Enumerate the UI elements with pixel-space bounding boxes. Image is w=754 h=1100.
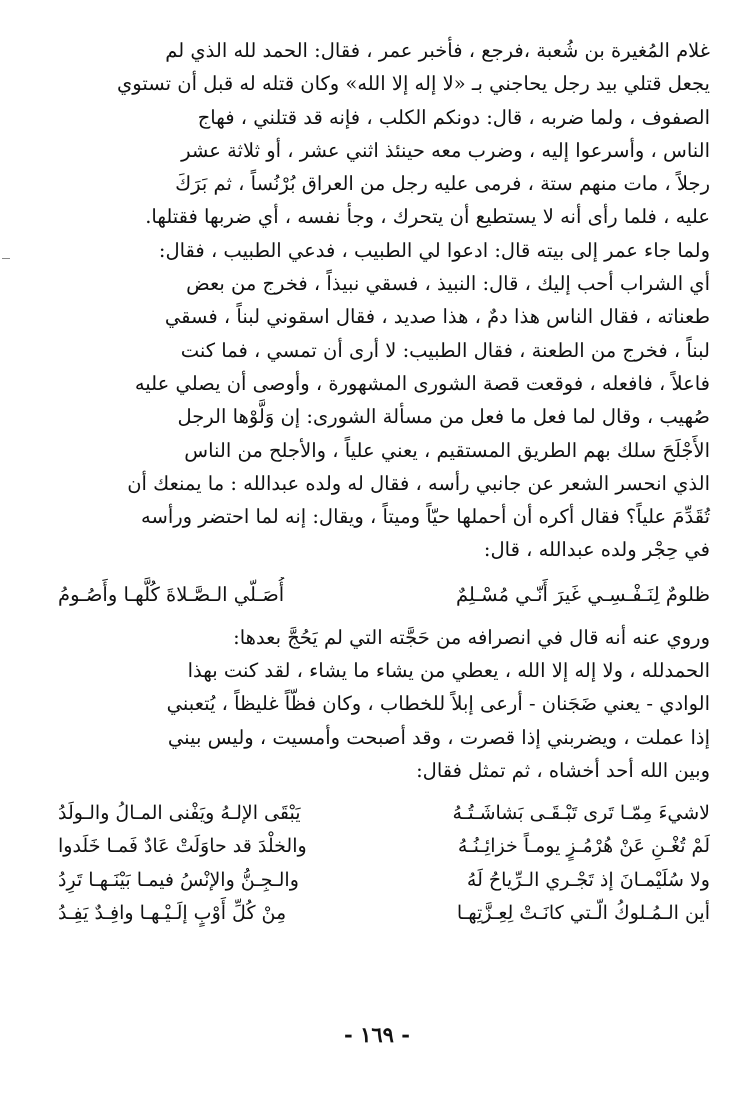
margin-mark — [2, 258, 10, 259]
text-line: تُقَدِّمَ علياً؟ فقال أكره أن أحملها حيّاً وميتاً ، ويقال: إنه لما احتضر ورأسه — [141, 505, 710, 529]
text-line: إذا عملت ، ويضربني إذا قصرت ، وقد أصبحت وأمسيت ، وليس بيني — [167, 725, 710, 749]
verse-second-hemistich: والـجِـنُّ والإنْسُ فيمـا بَيْنَـهـا تَرِدُ — [58, 868, 299, 891]
poem-verse — [58, 797, 710, 830]
text-line: الصفوف ، ولما ضربه ، قال: دونكم الكلب ، فإنه قد قتلني ، فهاج — [197, 105, 710, 129]
verse-first-hemistich: ظلومٌ لِنَـفْـسِـي غَيرَ أَنّـي مُسْـلِمٌ — [455, 582, 710, 606]
text-line: أي الشراب أحب إليك ، قال: النبيذ ، فسقي نبيذاً ، فخرج من بعض — [186, 272, 710, 296]
verse-first-hemistich: أين الـمُـلوكُ الّـتي كانَـتْ لِعِـزَّتِهـا — [456, 901, 710, 924]
text-line: الحمدلله ، ولا إله إلا الله ، يعطي من يشاء ما يشاء ، لقد كنت بهذا — [187, 659, 710, 683]
poem-verse — [58, 830, 710, 863]
poem-verse — [58, 864, 710, 897]
text-line: يجعل قتلي بيد رجل يحاجني بـ «لا إله إلا الله» وكان قتله له قبل أن تستوي — [117, 72, 710, 96]
prose-block-2 — [58, 621, 710, 787]
poem — [58, 797, 710, 930]
text-line: طعناته ، فقال الناس هذا دمٌ ، هذا صديد ، فقال اسقوني لبناً ، فسقي — [164, 305, 710, 329]
text-line: الأَجْلَحَ سلك بهم الطريق المستقيم ، يعني علياً ، والأجلح من الناس — [184, 438, 710, 462]
text-line: وبين الله أحد أخشاه ، ثم تمثل فقال: — [416, 758, 710, 782]
verse-second-hemistich: أُصَـلّي الـصَّـلاةَ كُلَّهـا وأَصُـومُ — [58, 582, 285, 606]
text-line: الذي انحسر الشعر عن جانبي رأسه ، فقال له ولده عبدالله : ما يمنعك أن — [127, 471, 710, 495]
verse-second-hemistich: يَبْقَى الإلـهُ ويَفْنى المـالُ والـولَدُ — [58, 802, 301, 825]
text-line: ولما جاء عمر إلى بيته قال: ادعوا لي الطبيب ، فدعي الطبيب ، فقال: — [158, 238, 710, 262]
text-line: فاعلاً ، فافعله ، فوقعت قصة الشورى المشهورة ، وأوصى أن يصلي عليه — [134, 371, 710, 395]
text-line: عليه ، فلما رأى أنه لا يستطيع أن يتحرك ، وجأ نفسه ، أي ضربها فقتلها. — [145, 205, 710, 229]
text-line: غلام المُغيرة بن شُعبة ،فرجع ، فأخبر عمر ، فقال: الحمد لله الذي لم — [165, 39, 710, 62]
text-line: في حِجْر ولده عبدالله ، قال: — [483, 538, 710, 562]
verse-second-hemistich: مِنْ كُلِّ أَوْبٍ إلَـيْـهـا وافِـدٌ يَفِـدُ — [58, 901, 287, 924]
text-line: لبناً ، فخرج من الطعنة ، فقال الطبيب: لا أرى أن تمسي ، فما كنت — [180, 338, 710, 362]
page-number: - ١٦٩ - — [344, 1022, 410, 1047]
book-page — [58, 34, 710, 930]
text-line: الناس ، وأسرعوا إليه ، وضرب معه حينئذ اثني عشر ، أو ثلاثة عشر — [181, 138, 710, 162]
verse-first-hemistich: لَمْ تُغْـنِ عَنْ هُرْمُـزٍ يومـاً خزائِـنُـهُ — [457, 835, 710, 858]
text-line: رجلاً ، مات منهم ستة ، فرمى عليه رجل من العراق بُرْنُساً ، ثم بَرَكَ — [175, 172, 710, 196]
text-line: الوادي - يعني ضَجَنان - أرعى إبلاً للخطاب ، وكان فظّاً غليظاً ، يُتعبني — [166, 692, 710, 716]
single-verse — [58, 577, 710, 613]
prose-block-1 — [58, 34, 710, 567]
poem-verse — [58, 897, 710, 930]
verse-second-hemistich: والخلْدَ قد حاوَلَتْ عَادٌ فَمـا خَلَدوا — [58, 835, 307, 858]
text-line: وروي عنه أنه قال في انصرافه من حَجَّته التي لم يَحُجَّ بعدها: — [233, 625, 710, 649]
text-line: صُهيب ، وقال لما فعل ما فعل من مسألة الشورى: إن وَلَّوْها الرجل — [177, 405, 710, 429]
verse-first-hemistich: لاشيءَ مِمّـا تَرى تَبْـقَـى بَشاشَـتُـهُ — [452, 802, 710, 825]
verse-first-hemistich: ولا سُلَيْمـانَ إذ تَجْـري الـرِّياحُ لَهُ — [466, 868, 710, 891]
